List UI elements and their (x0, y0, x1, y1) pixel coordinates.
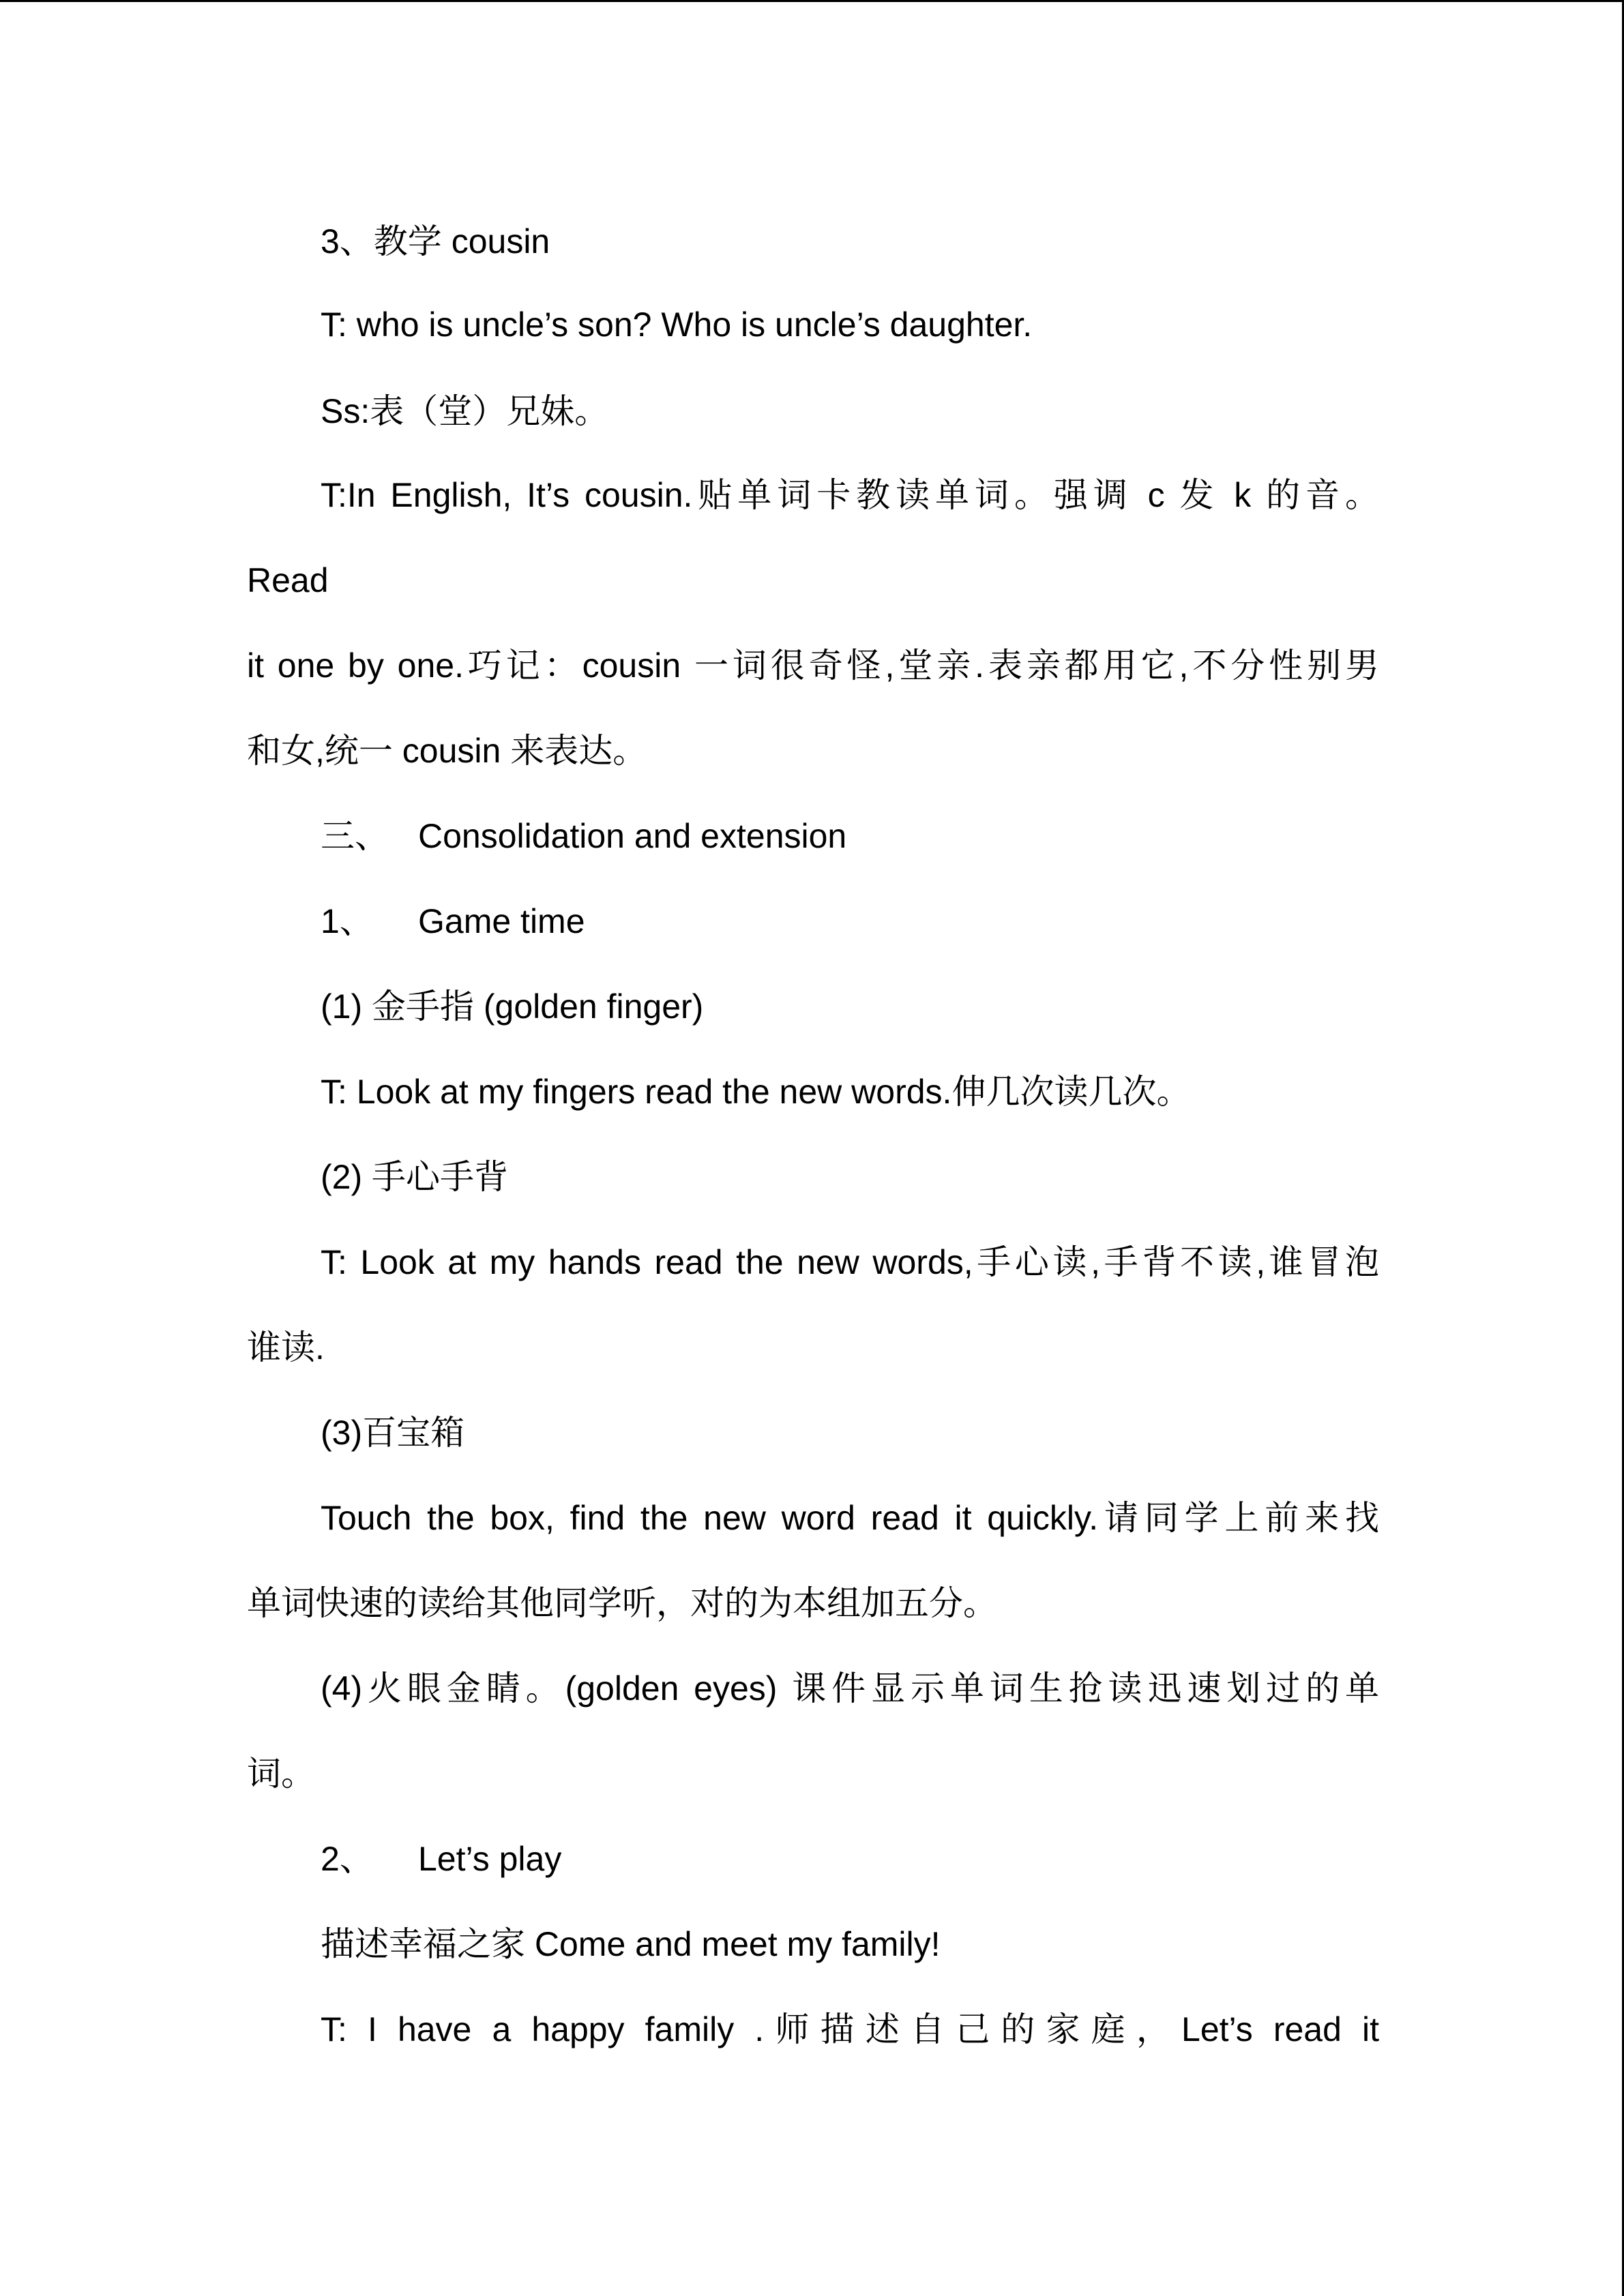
heading-teach-cousin: 3、教学 cousin (321, 222, 550, 260)
section-title: Consolidation and extension (418, 817, 847, 855)
paragraph-touch-box-line-1: Touch the box, find the new word read it quickly.请同学上前来找 (321, 1499, 1379, 1537)
paragraph-student-answer: Ss:表（堂）兄妹。 (321, 392, 609, 430)
list-text-play: Let’s play (418, 1840, 562, 1878)
paragraph-fingers: T: Look at my fingers read the new words.伸几次读几次。 (321, 1073, 1191, 1111)
top-border (0, 0, 1624, 2)
section-marker: 三、 (321, 817, 389, 855)
paragraph-hands-line-2: 谁读. (247, 1328, 325, 1367)
list-text-game: Game time (418, 902, 585, 940)
list-marker-play: 2、 (321, 1840, 374, 1878)
paragraph-mnemonic-line-2: 和女,统一 cousin 来表达。 (247, 732, 647, 770)
list-item-lets-play (321, 1832, 1379, 1886)
list-item-game-time (321, 894, 1379, 949)
paragraph-teacher-question: T: who is uncle’s son? Who is uncle’s daughter. (321, 305, 1033, 344)
paragraph-hands-line-1: T: Look at my hands read the new words,手心读,手背不读,谁冒泡 (321, 1243, 1379, 1281)
paragraph-touch-box-line-2: 单词快速的读给其他同学听，对的为本组加五分。 (247, 1584, 997, 1622)
list-marker-game: 1、 (321, 902, 374, 940)
game-item-golden-eyes-line-2: 词。 (247, 1755, 315, 1793)
heading-consolidation-extension (321, 809, 1379, 863)
game-item-treasure-box: (3)百宝箱 (321, 1414, 465, 1452)
game-item-palm-back: (2) 手心手背 (321, 1158, 508, 1196)
paragraph-mnemonic-line-1: it one by one.巧记：cousin 一词很奇怪,堂亲.表亲都用它,不分性别男 (247, 646, 1379, 685)
paragraph-english-cousin: T:In English, It’s cousin.贴单词卡教读单词。强调 c 发 k 的音。 (321, 476, 1379, 514)
game-item-golden-finger: (1) 金手指 (golden finger) (321, 987, 704, 1026)
paragraph-teacher-family: T: I have a happy family .师描述自己的家庭，Let’s read it (321, 2010, 1379, 2048)
paragraph-happy-family-title: 描述幸福之家 Come and meet my family! (321, 1925, 941, 1963)
game-item-golden-eyes-line-1: (4)火眼金睛。(golden eyes) 课件显示单词生抢读迅速划过的单 (321, 1669, 1379, 1708)
paragraph-read: Read (247, 561, 329, 599)
